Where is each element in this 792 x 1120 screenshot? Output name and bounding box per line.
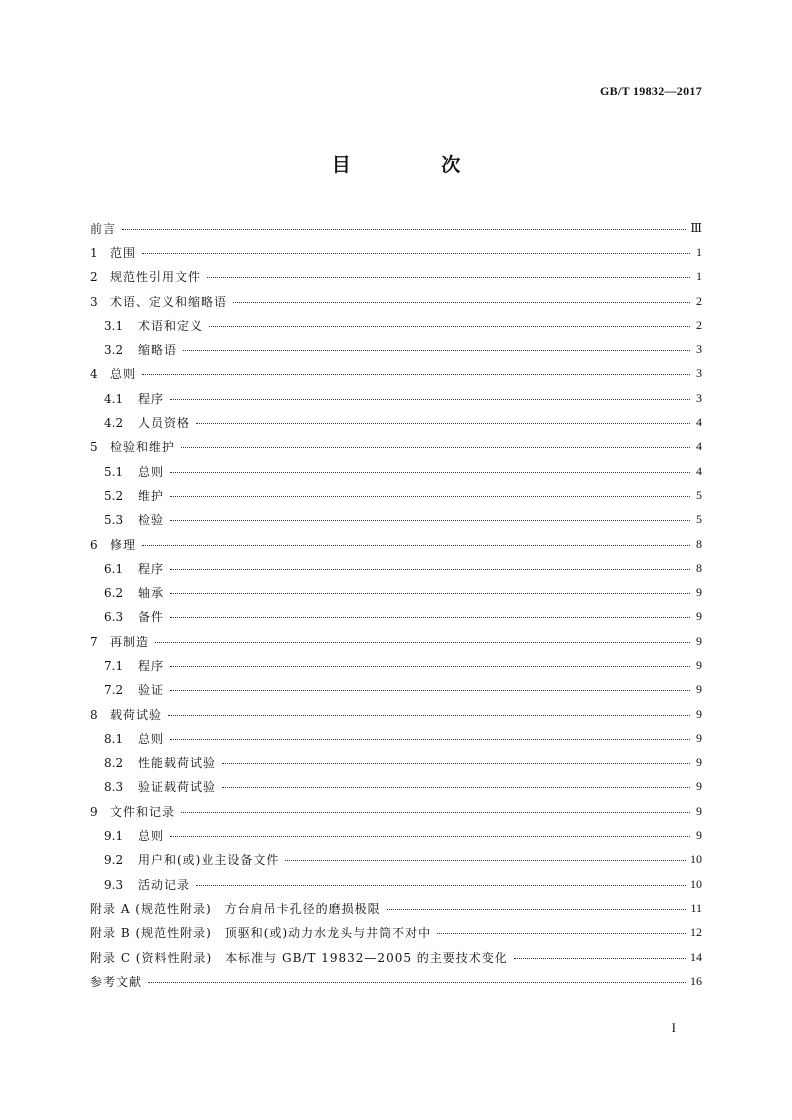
dot-leader (170, 617, 690, 618)
toc-entry-title: 附录 A (规范性附录) 方台肩吊卡孔径的磨损极限 (90, 901, 381, 916)
toc-entry-number: 7.1 (104, 658, 124, 673)
toc-entry-page: 8 (696, 560, 702, 575)
toc-entry-page: 4 (696, 439, 702, 454)
dot-leader (170, 472, 690, 473)
dot-leader (170, 666, 690, 667)
dot-leader (170, 739, 690, 740)
toc-entry[interactable] (90, 289, 702, 313)
toc-entry-page: 16 (690, 973, 702, 988)
toc-entry[interactable] (90, 848, 702, 872)
toc-entry-page: 5 (696, 512, 702, 527)
toc-entry-title: 轴承 (138, 586, 165, 601)
dot-leader (170, 836, 690, 837)
toc-entry-number: 5 (90, 440, 98, 455)
toc-entry-page: 14 (690, 949, 702, 964)
toc-entry-title: 程序 (138, 658, 165, 673)
toc-entry-page: 9 (696, 828, 702, 843)
toc-entry-title: 再制造 (110, 634, 150, 649)
dot-leader (170, 593, 690, 594)
toc-entry[interactable] (90, 726, 702, 750)
toc-entry-page: 3 (696, 342, 702, 357)
toc-entry-page: 1 (696, 244, 702, 259)
toc-entry-number: 3.1 (104, 318, 124, 333)
dot-leader (170, 399, 690, 400)
toc-entry-title: 范围 (110, 245, 137, 260)
dot-leader (233, 302, 690, 303)
toc-entry-number: 5.2 (104, 488, 124, 503)
toc-entry-title: 备件 (138, 610, 165, 625)
dot-leader (142, 545, 690, 546)
toc-entry[interactable] (90, 775, 702, 799)
toc-entry-number: 5.3 (104, 513, 124, 528)
toc-entry-number: 9 (90, 804, 98, 819)
dot-leader (222, 787, 690, 788)
toc-entry-title: 性能载荷试验 (138, 756, 217, 771)
dot-leader (122, 229, 686, 230)
dot-leader (148, 982, 686, 983)
toc-entry[interactable] (90, 459, 702, 483)
toc-entry-number: 3 (90, 294, 98, 309)
dot-leader (285, 860, 686, 861)
toc-entry-page: 9 (696, 633, 702, 648)
toc-entry-title: 用户和(或)业主设备文件 (138, 853, 280, 868)
toc-entry-page: 3 (696, 366, 702, 381)
dot-leader (170, 569, 690, 570)
toc-entry-title: 规范性引用文件 (110, 270, 202, 285)
toc-entry-number: 8.1 (104, 731, 124, 746)
toc-entry-number: 6.2 (104, 586, 124, 601)
toc-entry[interactable] (90, 313, 702, 337)
page-title: 目 次 (331, 154, 503, 176)
toc-entry[interactable] (90, 823, 702, 847)
toc-entry-page: 9 (696, 706, 702, 721)
toc-entry[interactable] (90, 678, 702, 702)
toc-entry[interactable] (90, 508, 702, 532)
toc-entry-page: 4 (696, 415, 702, 430)
toc-entry-title: 总则 (138, 731, 165, 746)
toc-entry-number: 7 (90, 634, 98, 649)
dot-leader (170, 520, 690, 521)
toc-entry-page: 11 (690, 900, 702, 915)
toc-entry[interactable] (90, 872, 702, 896)
toc-entry[interactable] (90, 265, 702, 289)
toc-entry-number: 3.2 (104, 343, 124, 358)
toc-entry-page: 9 (696, 609, 702, 624)
toc-entry[interactable] (90, 751, 702, 775)
toc-entry-page: 9 (696, 585, 702, 600)
toc-entry-title: 检验 (138, 513, 165, 528)
toc-entry-page: 2 (696, 293, 702, 308)
toc-entry-page: Ⅲ (690, 220, 702, 235)
dot-leader (183, 350, 690, 351)
toc-entry[interactable] (90, 969, 702, 993)
toc-entry-number: 5.1 (104, 464, 124, 479)
toc-entry[interactable] (90, 410, 702, 434)
toc-entry-number: 4 (90, 367, 98, 382)
toc-entry-number: 8.3 (104, 780, 124, 795)
dot-leader (170, 690, 690, 691)
toc-entry-title: 验证 (138, 683, 165, 698)
toc-entry-page: 9 (696, 682, 702, 697)
dot-leader (222, 763, 690, 764)
toc-entry-number: 9.2 (104, 853, 124, 868)
toc-entry[interactable] (90, 605, 702, 629)
toc-entry-page: 4 (696, 463, 702, 478)
toc-entry[interactable] (90, 896, 702, 920)
toc-entry-title: 术语、定义和缩略语 (110, 294, 228, 309)
toc-entry-page: 10 (690, 876, 702, 891)
toc-entry[interactable] (90, 702, 702, 726)
toc-entry[interactable] (90, 337, 702, 361)
toc-entry[interactable] (90, 556, 702, 580)
toc-entry-title: 总则 (110, 367, 137, 382)
toc-entry-number: 9.3 (104, 877, 124, 892)
toc-entry[interactable] (90, 921, 702, 945)
dot-leader (181, 447, 690, 448)
toc-entry-page: 12 (690, 925, 702, 940)
toc-entry[interactable] (90, 532, 702, 556)
toc-entry-title: 人员资格 (138, 416, 191, 431)
toc-entry-number: 9.1 (104, 829, 124, 844)
dot-leader (170, 496, 690, 497)
toc-entry-number: 4.1 (104, 391, 124, 406)
toc-entry-page: 2 (696, 317, 702, 332)
toc-entry-page: 9 (696, 657, 702, 672)
dot-leader (155, 642, 690, 643)
toc-entry[interactable] (90, 629, 702, 653)
toc-entry[interactable] (90, 240, 702, 264)
dot-leader (209, 326, 690, 327)
toc-entry[interactable] (90, 483, 702, 507)
toc-entry-title: 修理 (110, 537, 137, 552)
dot-leader (181, 812, 690, 813)
toc-entry-title: 检验和维护 (110, 440, 176, 455)
toc-entry-page: 5 (696, 487, 702, 502)
toc-entry-number: 6.3 (104, 610, 124, 625)
toc-entry-title: 载荷试验 (110, 707, 163, 722)
toc-entry[interactable] (90, 580, 702, 604)
toc-entry-number: 8 (90, 707, 98, 722)
standard-code: GB/T 19832—2017 (600, 84, 702, 98)
toc-entry-title: 维护 (138, 488, 165, 503)
toc-entry-number: 2 (90, 270, 98, 285)
toc-entry-page: 9 (696, 730, 702, 745)
toc-entry-title: 文件和记录 (110, 804, 176, 819)
toc-entry-title: 参考文献 (90, 974, 143, 989)
dot-leader (387, 909, 687, 910)
toc-entry[interactable] (90, 945, 702, 969)
toc-entry-page: 8 (696, 536, 702, 551)
toc-entry-title: 缩略语 (138, 343, 178, 358)
toc-entry-page: 1 (696, 269, 702, 284)
toc-entry-number: 4.2 (104, 416, 124, 431)
toc-entry-page: 10 (690, 852, 702, 867)
toc-entry-title: 程序 (138, 391, 165, 406)
dot-leader (437, 933, 686, 934)
toc-entry-title: 前言 (90, 221, 117, 236)
toc-entry-number: 7.2 (104, 683, 124, 698)
dot-leader (142, 374, 690, 375)
toc-entry[interactable] (90, 435, 702, 459)
toc-entry-title: 验证载荷试验 (138, 780, 217, 795)
toc-entry-number: 6.1 (104, 561, 124, 576)
page-folio: I (671, 1020, 676, 1035)
toc-entry[interactable] (90, 653, 702, 677)
toc-entry-number: 6 (90, 537, 98, 552)
dot-leader (142, 253, 690, 254)
toc-entry-title: 活动记录 (138, 877, 191, 892)
toc-entry-title: 附录 C (资料性附录) 本标准与 GB/T 19832—2005 的主要技术变化 (90, 950, 508, 965)
toc-entry-page: 3 (696, 390, 702, 405)
toc-entry[interactable] (90, 386, 702, 410)
table-of-contents (90, 216, 702, 994)
dot-leader (168, 715, 690, 716)
toc-entry-title: 总则 (138, 829, 165, 844)
toc-entry-title: 程序 (138, 561, 165, 576)
toc-entry-number: 1 (90, 245, 98, 260)
toc-entry[interactable] (90, 216, 702, 240)
toc-entry-number: 8.2 (104, 756, 124, 771)
dot-leader (207, 277, 690, 278)
toc-entry-page: 9 (696, 803, 702, 818)
dot-leader (514, 958, 686, 959)
toc-entry-page: 9 (696, 779, 702, 794)
toc-entry[interactable] (90, 362, 702, 386)
dot-leader (196, 423, 690, 424)
toc-entry-page: 9 (696, 755, 702, 770)
toc-entry-title: 总则 (138, 464, 165, 479)
toc-entry-title: 附录 B (规范性附录) 顶驱和(或)动力水龙头与井筒不对中 (90, 926, 432, 941)
toc-entry-title: 术语和定义 (138, 318, 204, 333)
dot-leader (196, 885, 686, 886)
toc-entry[interactable] (90, 799, 702, 823)
